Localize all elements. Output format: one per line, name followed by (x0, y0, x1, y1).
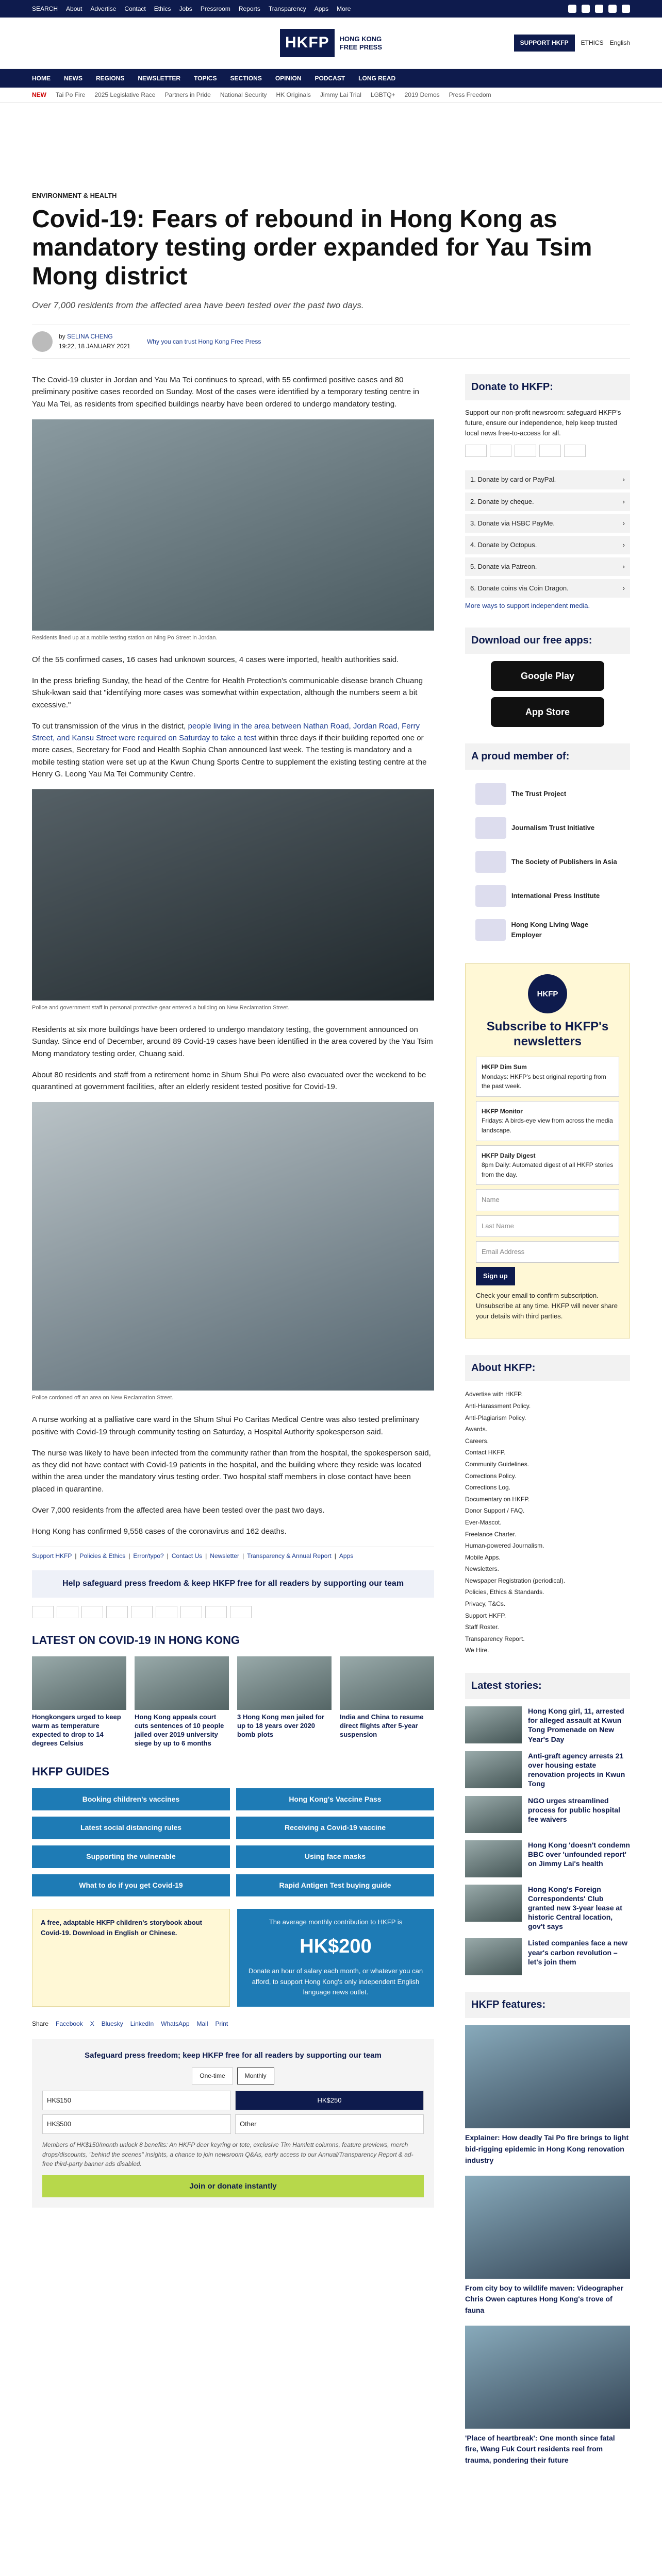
member-logo[interactable]: Journalism Trust Initiative (465, 811, 630, 845)
about-link[interactable]: Community Guidelines. (465, 1460, 529, 1468)
article-subtitle: Over 7,000 residents from the affected area have been tested over the past two days. (32, 300, 364, 310)
share-whatsapp[interactable]: WhatsApp (161, 2020, 190, 2028)
features-widget (465, 1992, 630, 2466)
story-title: Hongkongers urged to keep warm as temperature expected to drop to 14 degrees Celsius (32, 1713, 121, 1747)
name-field[interactable]: Name (476, 1189, 619, 1211)
paragraph: About 80 residents and staff from a retirement home in Shum Shui Po were also evacuated over the weekend to be quarantined at government facilities, after an elderly resident tested positive for Covid-19. (32, 1070, 426, 1092)
mastercard-icon (490, 445, 511, 457)
about-link[interactable]: Donor Support / FAQ. (465, 1507, 525, 1515)
donate-title: Donate to HKFP: (465, 374, 630, 400)
confirm-text: Check your email to confirm subscription. Unsubscribe at any time. HKFP will never share your details with third parties. (476, 1291, 618, 1320)
topbar-link-jobs[interactable]: Jobs (179, 5, 192, 12)
one-time-option[interactable]: One-time (192, 2067, 233, 2084)
facebook-icon[interactable] (568, 5, 576, 13)
logo-line-2: FREE PRESS (339, 43, 383, 51)
trending-item[interactable]: LGBTQ+ (370, 91, 395, 99)
inline-link[interactable]: people living in the area between Nathan Road, Jordan Road, Ferry Street, and Kansu Street were required on Saturday to take a test (32, 721, 420, 743)
about-link[interactable]: Advertise with HKFP. (465, 1391, 523, 1398)
about-link[interactable]: Documentary on HKFP. (465, 1495, 530, 1503)
guide-button[interactable]: Receiving a Covid-19 vaccine (236, 1817, 434, 1839)
member-logo[interactable]: The Trust Project (465, 777, 630, 811)
member-logo[interactable]: International Press Institute (465, 879, 630, 913)
story-thumbnail (237, 1656, 332, 1710)
paragraph: To cut transmission of the virus in the district, people living in the area between Nathan Road, Jordan Road, Ferry Street, and Kansu Street were required on Saturday to take a test within three days if their building reported one or more cases, Secretary for Food and Health Sophia Chan announced last week. The testing is mandatory and a mobile testing station were set up at the Kwun Chung Sports Centre to supplement the existing testing centre at the Henry G. Leong Yau Ma Tei Community Centre. (32, 721, 427, 778)
story-thumbnail (32, 1656, 126, 1710)
members-widget (465, 743, 630, 947)
join-button[interactable]: Join or donate instantly (42, 2175, 424, 2197)
story-title: Listed companies face a new year's carbon revolution – let's join them (528, 1939, 627, 1966)
support-button[interactable]: SUPPORT HKFP (514, 35, 575, 52)
publish-date: 19:22, 18 JANUARY 2021 (59, 343, 130, 350)
trending-item[interactable]: 2019 Demos (404, 91, 440, 99)
story-card[interactable] (32, 1656, 126, 1748)
contribution-text: Donate an hour of salary each month, or whatever you can afford, to support Hong Kong's only independent English language news outlet. (248, 1967, 423, 1996)
amount-option[interactable]: HK$150 (42, 2091, 231, 2110)
photo-caption: Police and government staff in personal protective gear entered a building on New Reclamation Street. (32, 1005, 290, 1011)
topbar-link-ethics[interactable]: Ethics (154, 5, 171, 12)
share-print[interactable]: Print (215, 2020, 228, 2028)
about-link[interactable]: Contact HKFP. (465, 1449, 506, 1456)
about-title: About HKFP: (465, 1355, 630, 1381)
donate-option[interactable]: 6. Donate coins via Coin Dragon. › (465, 579, 630, 598)
nav-regions[interactable]: REGIONS (96, 74, 125, 82)
donate-options (465, 470, 630, 598)
story-item[interactable] (465, 1751, 630, 1789)
story-item[interactable] (465, 1885, 630, 1931)
signup-button[interactable]: Sign up (476, 1267, 515, 1285)
feature-thumbnail (465, 2176, 630, 2279)
paypal-icon (539, 445, 561, 457)
article-photo (32, 419, 434, 631)
about-link[interactable]: We Hire. (465, 1647, 489, 1654)
paragraph: Over 7,000 residents from the affected area have been tested over the past two days. (32, 1505, 325, 1515)
latest-covid-title: LATEST ON COVID-19 IN HONG KONG (32, 1633, 240, 1647)
chevron-icon: › (622, 519, 625, 527)
donate-widget (465, 374, 630, 611)
article-footer-links: Support HKFP | Policies & Ethics | Error/typo? | Contact Us | Newsletter | Transparency & Annual Report | Apps (32, 1547, 434, 1561)
donate-option[interactable]: 4. Donate by Octopus. › (465, 536, 630, 554)
ethics-link[interactable]: ETHICS (581, 39, 604, 47)
guide-button[interactable]: What to do if you get Covid-19 (32, 1874, 230, 1897)
paragraph: Residents at six more buildings have been ordered to undergo mandatory testing, the government announced on Sunday. Since end of December, around 89 Covid-19 cases have been identified in the area covered by the Yau Tsim Mong mandatory testing order, Chuang said. (32, 1025, 433, 1058)
sidebar (465, 374, 630, 2483)
newsletter-link[interactable]: Newsletter (210, 1552, 239, 1560)
trending-item[interactable]: HK Originals (276, 91, 311, 99)
topbar-link-transparency[interactable]: Transparency (268, 5, 306, 12)
feature-thumbnail (465, 2025, 630, 2128)
author-link[interactable]: SELINA CHENG (67, 333, 113, 341)
visa-icon (465, 445, 487, 457)
promo-row (32, 1909, 434, 2007)
email-field[interactable]: Email Address (476, 1241, 619, 1263)
story-title: NGO urges streamlined process for public hospital fee waivers (528, 1796, 620, 1823)
trending-item[interactable]: Jimmy Lai Trial (320, 91, 361, 99)
nav-podcast[interactable]: PODCAST (315, 74, 345, 82)
logo-mark: HKFP (280, 29, 335, 57)
last-name-field[interactable]: Last Name (476, 1215, 619, 1237)
feature-title: Explainer: How deadly Tai Po fire brings to light bid-rigging epidemic in Hong Kong renovation industry (465, 2133, 629, 2164)
member-logo[interactable]: The Society of Publishers in Asia (465, 845, 630, 879)
chevron-icon: › (622, 476, 625, 484)
article-photo (32, 789, 434, 1001)
trending-item[interactable]: Tai Po Fire (56, 91, 86, 99)
about-link[interactable]: Corrections Log. (465, 1484, 511, 1492)
paypal-icon (106, 1606, 128, 1618)
topbar-link-apps[interactable]: Apps (314, 5, 329, 12)
newsletter-badge: HKFP (528, 974, 567, 1013)
paragraph: The Covid-19 cluster in Jordan and Yau Ma Tei continues to spread, with 55 confirmed positive cases and 80 preliminary positive cases recorded on Sunday. Most of the cases were identified by a temporary testing centre in Yau Ma Tei, as residents from specified buildings nearby have been ordered to undergo mandatory testing. (32, 376, 419, 409)
author-avatar (32, 331, 53, 352)
share-linkedin[interactable]: LinkedIn (130, 2020, 154, 2028)
payment-methods (32, 1606, 434, 1618)
share-bar (32, 2019, 434, 2029)
site-logo[interactable] (280, 29, 382, 57)
byline (32, 325, 630, 359)
guide-button[interactable]: Supporting the vulnerable (32, 1845, 230, 1868)
guides-title: HKFP GUIDES (32, 1765, 109, 1778)
trending-bar (0, 88, 662, 103)
topbar-link-reports[interactable]: Reports (238, 5, 260, 12)
ad-slot (0, 103, 662, 191)
more-ways-link[interactable]: More ways to support independent media. (465, 602, 590, 610)
chevron-icon: › (622, 540, 625, 549)
trust-link[interactable]: Why you can trust Hong Kong Free Press (146, 337, 261, 345)
instagram-icon[interactable] (595, 5, 603, 13)
share-label: Share (32, 2020, 49, 2028)
payme-icon (131, 1606, 153, 1618)
features-title: HKFP features: (465, 1992, 630, 2018)
feature-item[interactable] (465, 2326, 630, 2466)
contribution-promo[interactable] (237, 1909, 434, 2007)
latest-stories-title: Latest stories: (465, 1673, 630, 1699)
octopus-icon (156, 1606, 177, 1618)
main-nav (0, 69, 662, 88)
story-title: Hong Kong 'doesn't condemn BBC over 'unfounded report' on Jimmy Lai's health (528, 1840, 630, 1868)
about-link[interactable]: Newsletters. (465, 1565, 500, 1573)
monthly-option[interactable]: Monthly (237, 2067, 274, 2084)
donate-option[interactable]: 5. Donate via Patreon. › (465, 557, 630, 576)
trust-project-logo (475, 783, 506, 805)
about-link[interactable]: Ever-Mascot. (465, 1518, 502, 1526)
donate-option[interactable]: 2. Donate by cheque. › (465, 493, 630, 511)
about-link[interactable]: Privacy, T&Cs. (465, 1600, 506, 1608)
top-bar (0, 0, 662, 18)
about-widget (465, 1355, 630, 1656)
article-title: Covid-19: Fears of rebound in Hong Kong as mandatory testing order expanded for Yau Tsim Mong district (32, 206, 592, 290)
donation-form (32, 2039, 434, 2208)
search-link[interactable]: SEARCH (32, 5, 58, 12)
about-link[interactable]: Support HKFP. (465, 1612, 506, 1619)
nav-topics[interactable]: TOPICS (194, 74, 217, 82)
about-list (465, 1388, 630, 1656)
feature-thumbnail (465, 2326, 630, 2429)
story-title: Hong Kong girl, 11, arrested for alleged assault at Kwun Tong Promenade on New Year's Day (528, 1707, 624, 1743)
support-link[interactable]: Support HKFP (32, 1552, 72, 1560)
about-link[interactable]: Mobile Apps. (465, 1553, 501, 1561)
nav-sections[interactable]: SECTIONS (230, 74, 262, 82)
apps-title: Download our free apps: (465, 628, 630, 654)
frequency-toggle (42, 2067, 424, 2084)
share-x[interactable]: X (90, 2020, 94, 2028)
about-link[interactable]: Policies, Ethics & Standards. (465, 1588, 544, 1596)
about-link[interactable]: Corrections Policy. (465, 1472, 517, 1480)
linkedin-icon[interactable] (622, 5, 630, 13)
about-link[interactable]: Anti-Plagiarism Policy. (465, 1414, 526, 1421)
nav-home[interactable]: HOME (32, 74, 51, 82)
trending-item[interactable]: 2025 Legislative Race (94, 91, 156, 99)
story-card[interactable] (340, 1656, 434, 1748)
story-thumbnail (465, 1796, 522, 1833)
latest-stories-widget (465, 1673, 630, 1975)
chevron-icon: › (622, 584, 625, 592)
paragraph: Of the 55 confirmed cases, 16 cases had unknown sources, 4 cases were imported, health authorities said. (32, 655, 399, 664)
app-store-badge[interactable]: App Store (491, 697, 604, 727)
paragraph: In the press briefing Sunday, the head of the Centre for Health Protection's communicable disease branch Chuang Shuk-kwan said that "identifying more cases was somewhat within expectation, although the numbers seem a bit excessive." (32, 676, 423, 709)
paragraph: A nurse working at a palliative care ward in the Shum Shui Po Caritas Medical Centre was also tested preliminary positive with Covid-19 through community testing on Saturday, a Hospital Authority spokesperson said. (32, 1415, 420, 1436)
story-thumbnail (465, 1885, 522, 1922)
trending-item[interactable]: National Security (220, 91, 267, 99)
paragraph: Hong Kong has confirmed 9,558 cases of the coronavirus and 162 deaths. (32, 1527, 287, 1536)
guide-button[interactable]: Rapid Antigen Test buying guide (236, 1874, 434, 1897)
feature-item[interactable] (465, 2176, 630, 2316)
wechat-icon (205, 1606, 227, 1618)
feature-item[interactable] (465, 2025, 630, 2166)
topbar-link-about[interactable]: About (66, 5, 82, 12)
payment-methods (465, 445, 630, 457)
error-link[interactable]: Error/typo? (133, 1552, 164, 1560)
article-photo (32, 1102, 434, 1391)
guide-button[interactable]: Booking children's vaccines (32, 1788, 230, 1811)
contact-link[interactable]: Contact Us (171, 1552, 203, 1560)
about-link[interactable]: Freelance Charter. (465, 1530, 517, 1538)
newsletter-widget (465, 963, 630, 1338)
donate-option[interactable]: 3. Donate via HSBC PayMe. › (465, 514, 630, 533)
nav-long-read[interactable]: LONG READ (358, 74, 396, 82)
story-thumbnail (465, 1840, 522, 1877)
transparency-link[interactable]: Transparency & Annual Report (247, 1552, 332, 1560)
amex-icon (81, 1606, 103, 1618)
story-thumbnail (465, 1938, 522, 1975)
topbar-link-advertise[interactable]: Advertise (90, 5, 117, 12)
living-wage-logo (475, 919, 506, 941)
story-item[interactable] (465, 1938, 630, 1975)
policies-link[interactable]: Policies & Ethics (79, 1552, 126, 1560)
newsletter-checkbox[interactable]: HKFP Monitor Fridays: A birds-eye view from across the media landscape. (476, 1101, 619, 1141)
about-link[interactable]: Staff Roster. (465, 1623, 499, 1631)
topbar-link-more[interactable]: More (337, 5, 351, 12)
amount-option[interactable]: HK$500 (42, 2114, 231, 2134)
share-bluesky[interactable]: Bluesky (101, 2020, 123, 2028)
share-facebook[interactable]: Facebook (56, 2020, 83, 2028)
trending-item[interactable]: Press Freedom (449, 91, 491, 99)
story-card[interactable] (237, 1656, 332, 1748)
chevron-icon: › (622, 563, 625, 571)
logo-line-1: HONG KONG (339, 35, 382, 43)
guides-grid (32, 1788, 434, 1897)
story-item[interactable] (465, 1796, 630, 1833)
story-item[interactable] (465, 1840, 630, 1877)
amex-icon (515, 445, 536, 457)
about-link[interactable]: Anti-Harassment Policy. (465, 1402, 531, 1410)
guide-button[interactable]: Latest social distancing rules (32, 1817, 230, 1839)
nav-opinion[interactable]: OPINION (275, 74, 302, 82)
amount-other[interactable]: Other (235, 2114, 424, 2134)
youtube-icon[interactable] (608, 5, 617, 13)
story-thumbnail (340, 1656, 434, 1710)
story-title: India and China to resume direct flights after 5-year suspension (340, 1713, 424, 1738)
new-label: NEW (32, 91, 46, 99)
chevron-icon: › (622, 497, 625, 505)
amount-option-selected[interactable]: HK$250 (235, 2091, 424, 2110)
share-mail[interactable]: Mail (196, 2020, 208, 2028)
about-link[interactable]: Human-powered Journalism. (465, 1542, 544, 1550)
story-title: Hong Kong's Foreign Correspondents' Club granted new 3-year lease at historic Central location, gov't says (528, 1885, 622, 1931)
contribution-lead: The average monthly contribution to HKFP is (269, 1918, 403, 1926)
x-icon[interactable] (582, 5, 590, 13)
newsletter-title: Subscribe to HKFP's newsletters (486, 1020, 609, 1049)
story-title: Hong Kong appeals court cuts sentences of 10 people jailed over 2019 university siege by up to 6 months (135, 1713, 224, 1747)
story-card[interactable] (135, 1656, 229, 1748)
newsletter-checkbox[interactable]: HKFP Dim Sum Mondays: HKFP's best original reporting from the past week. (476, 1057, 619, 1097)
newsletter-checkbox[interactable]: HKFP Daily Digest 8pm Daily: Automated digest of all HKFP stories from the day. (476, 1145, 619, 1185)
story-thumbnail (465, 1706, 522, 1743)
jti-logo (475, 817, 506, 839)
member-logo[interactable]: Hong Kong Living Wage Employer (465, 913, 630, 947)
paragraph: The nurse was likely to have been infected from the community rather than from the hospital, the spokesperson said, as they did not have contact with Covid-19 patients in the hospital, and the building where they reside was located within the area under the mandatory virus testing order. Two hospital staff members in close contact have been placed in quarantine. (32, 1448, 431, 1494)
feature-title: From city boy to wildlife maven: Videographer Chris Owen captures Hong Kong's trove of fauna (465, 2283, 624, 2314)
about-link[interactable]: Newspaper Registration (periodical). (465, 1577, 566, 1584)
google-play-badge[interactable]: Google Play (491, 661, 604, 691)
sopa-logo (475, 851, 506, 873)
storybook-promo[interactable]: A free, adaptable HKFP children's storybook about Covid-19. Download in English or Chinese. (32, 1909, 230, 2007)
apps-widget (465, 628, 630, 727)
about-link[interactable]: Careers. (465, 1437, 489, 1445)
alipay-icon (180, 1606, 202, 1618)
latest-covid-list (32, 1656, 434, 1748)
story-thumbnail (135, 1656, 229, 1710)
story-title: Anti-graft agency arrests 21 over housing estate renovation projects in Kwun Tong (528, 1751, 625, 1788)
apps-link[interactable]: Apps (339, 1552, 354, 1560)
payme-icon (564, 445, 586, 457)
donation-form-title: Safeguard press freedom; keep HKFP free for all readers by supporting our team (85, 2050, 382, 2060)
support-banner[interactable]: Help safeguard press freedom & keep HKFP free for all readers by supporting our team (32, 1570, 434, 1598)
story-item[interactable] (465, 1706, 630, 1744)
article-body (32, 374, 434, 2483)
feature-title: 'Place of heartbreak': One month since fatal fire, Wang Fuk Court residents reel from trauma, pondering their future (465, 2433, 615, 2464)
photo-caption: Residents lined up at a mobile testing station on Ning Po Street in Jordan. (32, 634, 218, 641)
nav-news[interactable]: NEWS (64, 74, 82, 82)
fps-icon (230, 1606, 252, 1618)
donate-option[interactable]: 1. Donate by card or PayPal. › (465, 470, 630, 489)
visa-icon (32, 1606, 54, 1618)
donate-text: Support our non-profit newsroom: safeguard HKFP's future, ensure our independence, help keep trusted local news free-to-access for all. (465, 409, 621, 437)
article-category[interactable]: ENVIRONMENT & HEALTH (32, 192, 117, 199)
members-title: A proud member of: (465, 743, 630, 770)
ipi-logo (475, 885, 506, 907)
topbar-link-contact[interactable]: Contact (124, 5, 146, 12)
trending-item[interactable]: Partners in Pride (164, 91, 211, 99)
language-select[interactable]: English (609, 39, 630, 47)
nav-newsletter[interactable]: NEWSLETTER (138, 74, 181, 82)
story-thumbnail (465, 1751, 522, 1788)
amount-options (42, 2091, 424, 2134)
guide-button[interactable]: Using face masks (236, 1845, 434, 1868)
mastercard-icon (57, 1606, 78, 1618)
guide-button[interactable]: Hong Kong's Vaccine Pass (236, 1788, 434, 1811)
photo-caption: Police cordoned off an area on New Reclamation Street. (32, 1395, 174, 1401)
about-link[interactable]: Transparency Report. (465, 1635, 525, 1642)
topbar-link-pressroom[interactable]: Pressroom (200, 5, 230, 12)
about-link[interactable]: Awards. (465, 1426, 488, 1433)
site-header (0, 18, 662, 69)
story-title: 3 Hong Kong men jailed for up to 18 years over 2020 bomb plots (237, 1713, 325, 1738)
by-prefix: by (59, 333, 65, 341)
contribution-amount: HK$200 (300, 1936, 372, 1958)
membership-note: Members of HK$150/month unlock 8 benefits: An HKFP deer keyring or tote, exclusive Tim Hamlett columns, feature previews, merch drops/discounts, "behind the scenes" insights, a chance to join newsroom Q&As, early access to our Annual/Transparency Report & ad-free third-party banner ads disabled. (42, 2141, 413, 2168)
